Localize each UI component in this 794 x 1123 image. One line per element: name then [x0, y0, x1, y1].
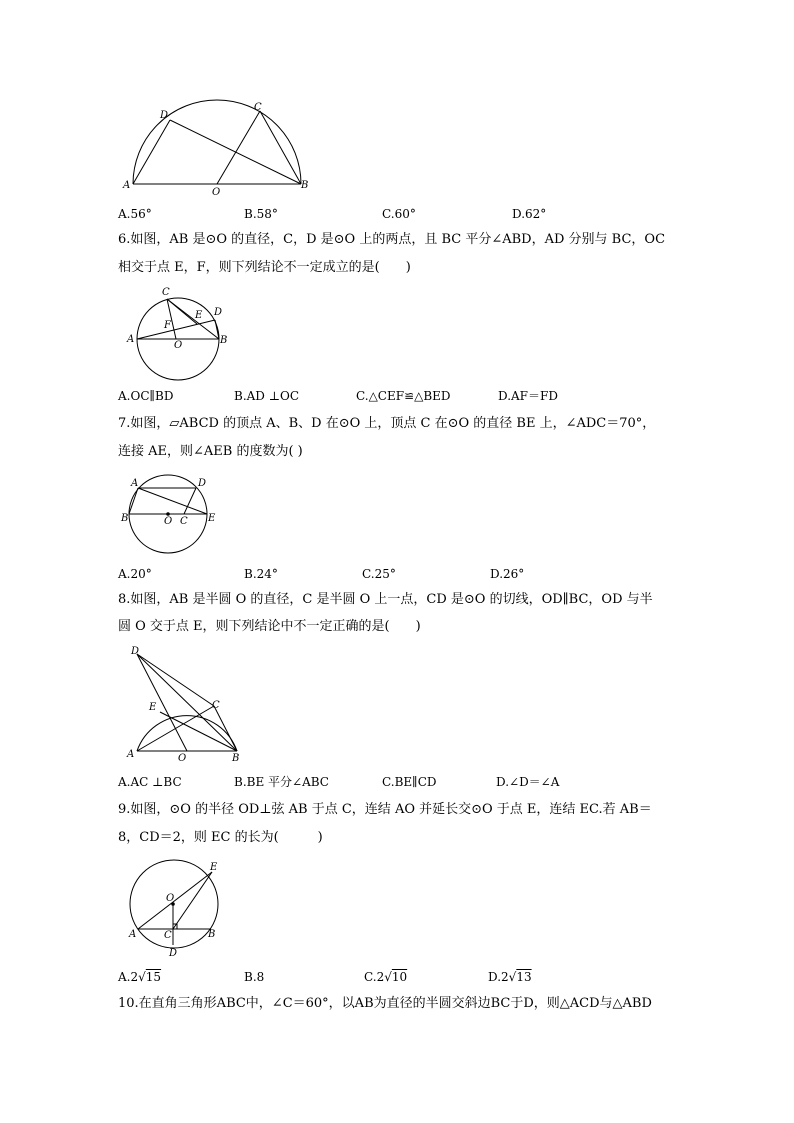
q8-label-b: B	[232, 753, 240, 764]
q9-option-b	[244, 970, 264, 984]
q7-label-c: C	[180, 516, 188, 527]
q6-option-c: C.△CEF≌△BED	[356, 389, 451, 403]
q9-label-d: D	[169, 948, 178, 959]
q6-option-a: A.OC∥BD	[118, 389, 174, 403]
q8-figure	[124, 644, 244, 764]
q9-question-line2: 8，CD＝2，则 EC 的长为( )	[118, 830, 323, 845]
q5-label-d: D	[160, 110, 169, 121]
q8-label-a: A	[127, 749, 135, 760]
q9-label-c: C	[164, 930, 172, 941]
q9-label-a: A	[129, 929, 137, 940]
q7-label-b: B	[121, 513, 129, 524]
q9-figure	[124, 858, 234, 960]
q6-label-a: A	[127, 334, 135, 345]
q9-option-c-prefix: C.2	[364, 970, 385, 984]
q5-figure	[118, 98, 318, 198]
q5-label-c: C	[254, 102, 262, 113]
q9-option-b-prefix: B.8	[244, 970, 265, 984]
q5-label-a: A	[123, 180, 131, 191]
q5-label-o: O	[212, 187, 221, 198]
q7-label-a: A	[131, 478, 139, 489]
q6-label-b: B	[220, 335, 228, 346]
q9-option-a-radicand: 15	[145, 970, 162, 984]
q7-label-o: O	[164, 516, 173, 527]
q6-question-line1: 6.如图，AB 是⊙O 的直径，C，D 是⊙O 上的两点，且 BC 平分∠ABD，AD 分别与 BC，OC	[118, 232, 666, 247]
q8-question-line2: 圆 O 交于点 E，则下列结论中不一定正确的是( )	[118, 619, 421, 634]
q6-option-b: B.AD ⊥OC	[234, 389, 300, 403]
q9-label-e: E	[210, 862, 218, 873]
q6-question-line2: 相交于点 E，F，则下列结论不一定成立的是( )	[118, 260, 411, 275]
q7-label-d: D	[198, 478, 207, 489]
q7-option-d: D.26°	[490, 567, 525, 581]
sqrt-icon: √	[508, 970, 517, 984]
sqrt-icon: √	[384, 970, 392, 984]
q7-option-c: C.25°	[362, 567, 396, 581]
q9-option-d-radicand: 13	[516, 970, 532, 984]
q9-option-d	[488, 970, 532, 984]
q6-label-f: F	[164, 320, 171, 331]
q5-option-b: B.58°	[244, 207, 278, 221]
q8-option-a: A.AC ⊥BC	[118, 775, 182, 789]
q9-option-a-prefix: A.2	[118, 970, 139, 984]
q5-label-b: B	[301, 180, 309, 191]
q5-option-d: D.62°	[512, 207, 547, 221]
q9-label-b: B	[208, 929, 216, 940]
q7-question-line2: 连接 AE，则∠AEB 的度数为( )	[118, 444, 303, 459]
q6-option-d: D.AF＝FD	[498, 389, 558, 403]
q6-label-o: O	[174, 340, 183, 351]
q8-question-line1: 8.如图，AB 是半圆 O 的直径，C 是半圆 O 上一点，CD 是⊙O 的切线，OD∥BC，OD 与半	[118, 592, 653, 607]
q7-figure	[118, 472, 228, 556]
q6-label-c: C	[162, 287, 170, 298]
q7-label-e: E	[208, 513, 216, 524]
q9-option-c	[364, 970, 407, 984]
q5-option-c: C.60°	[382, 207, 416, 221]
q9-option-c-radicand: 10	[391, 970, 408, 984]
q9-label-o: O	[166, 893, 175, 904]
sqrt-icon: √	[138, 970, 146, 984]
q6-label-e: E	[195, 310, 203, 321]
q9-question-line1: 9.如图，⊙O 的半径 OD⊥弦 AB 于点 C，连结 AO 并延长交⊙O 于点 E，连结 EC.若 AB＝	[118, 802, 652, 817]
q8-option-d: D.∠D＝∠A	[496, 775, 560, 789]
q10-question-line1: 10.在直角三角形ABC中，∠C＝60°，以AB为直径的半圆交斜边BC于D，则△ACD与△ABD	[118, 996, 652, 1011]
q8-option-b: B.BE 平分∠ABC	[234, 775, 329, 789]
q9-option-d-prefix: D.2	[488, 970, 509, 984]
q6-figure	[124, 286, 234, 381]
q8-label-e: E	[149, 702, 157, 713]
q7-question-line1: 7.如图，▱ABCD 的顶点 A、B、D 在⊙O 上，顶点 C 在⊙O 的直径 BE 上，∠ADC＝70°，	[118, 416, 656, 431]
q7-option-b: B.24°	[244, 567, 278, 581]
q8-option-c: C.BE∥CD	[382, 775, 437, 789]
q8-label-d: D	[131, 646, 140, 657]
q7-option-a: A.20°	[118, 567, 152, 581]
q6-label-d: D	[214, 307, 223, 318]
q8-label-o: O	[178, 753, 187, 764]
q9-option-a	[118, 970, 161, 984]
q5-option-a: A.56°	[118, 207, 152, 221]
q8-label-c: C	[212, 700, 220, 711]
